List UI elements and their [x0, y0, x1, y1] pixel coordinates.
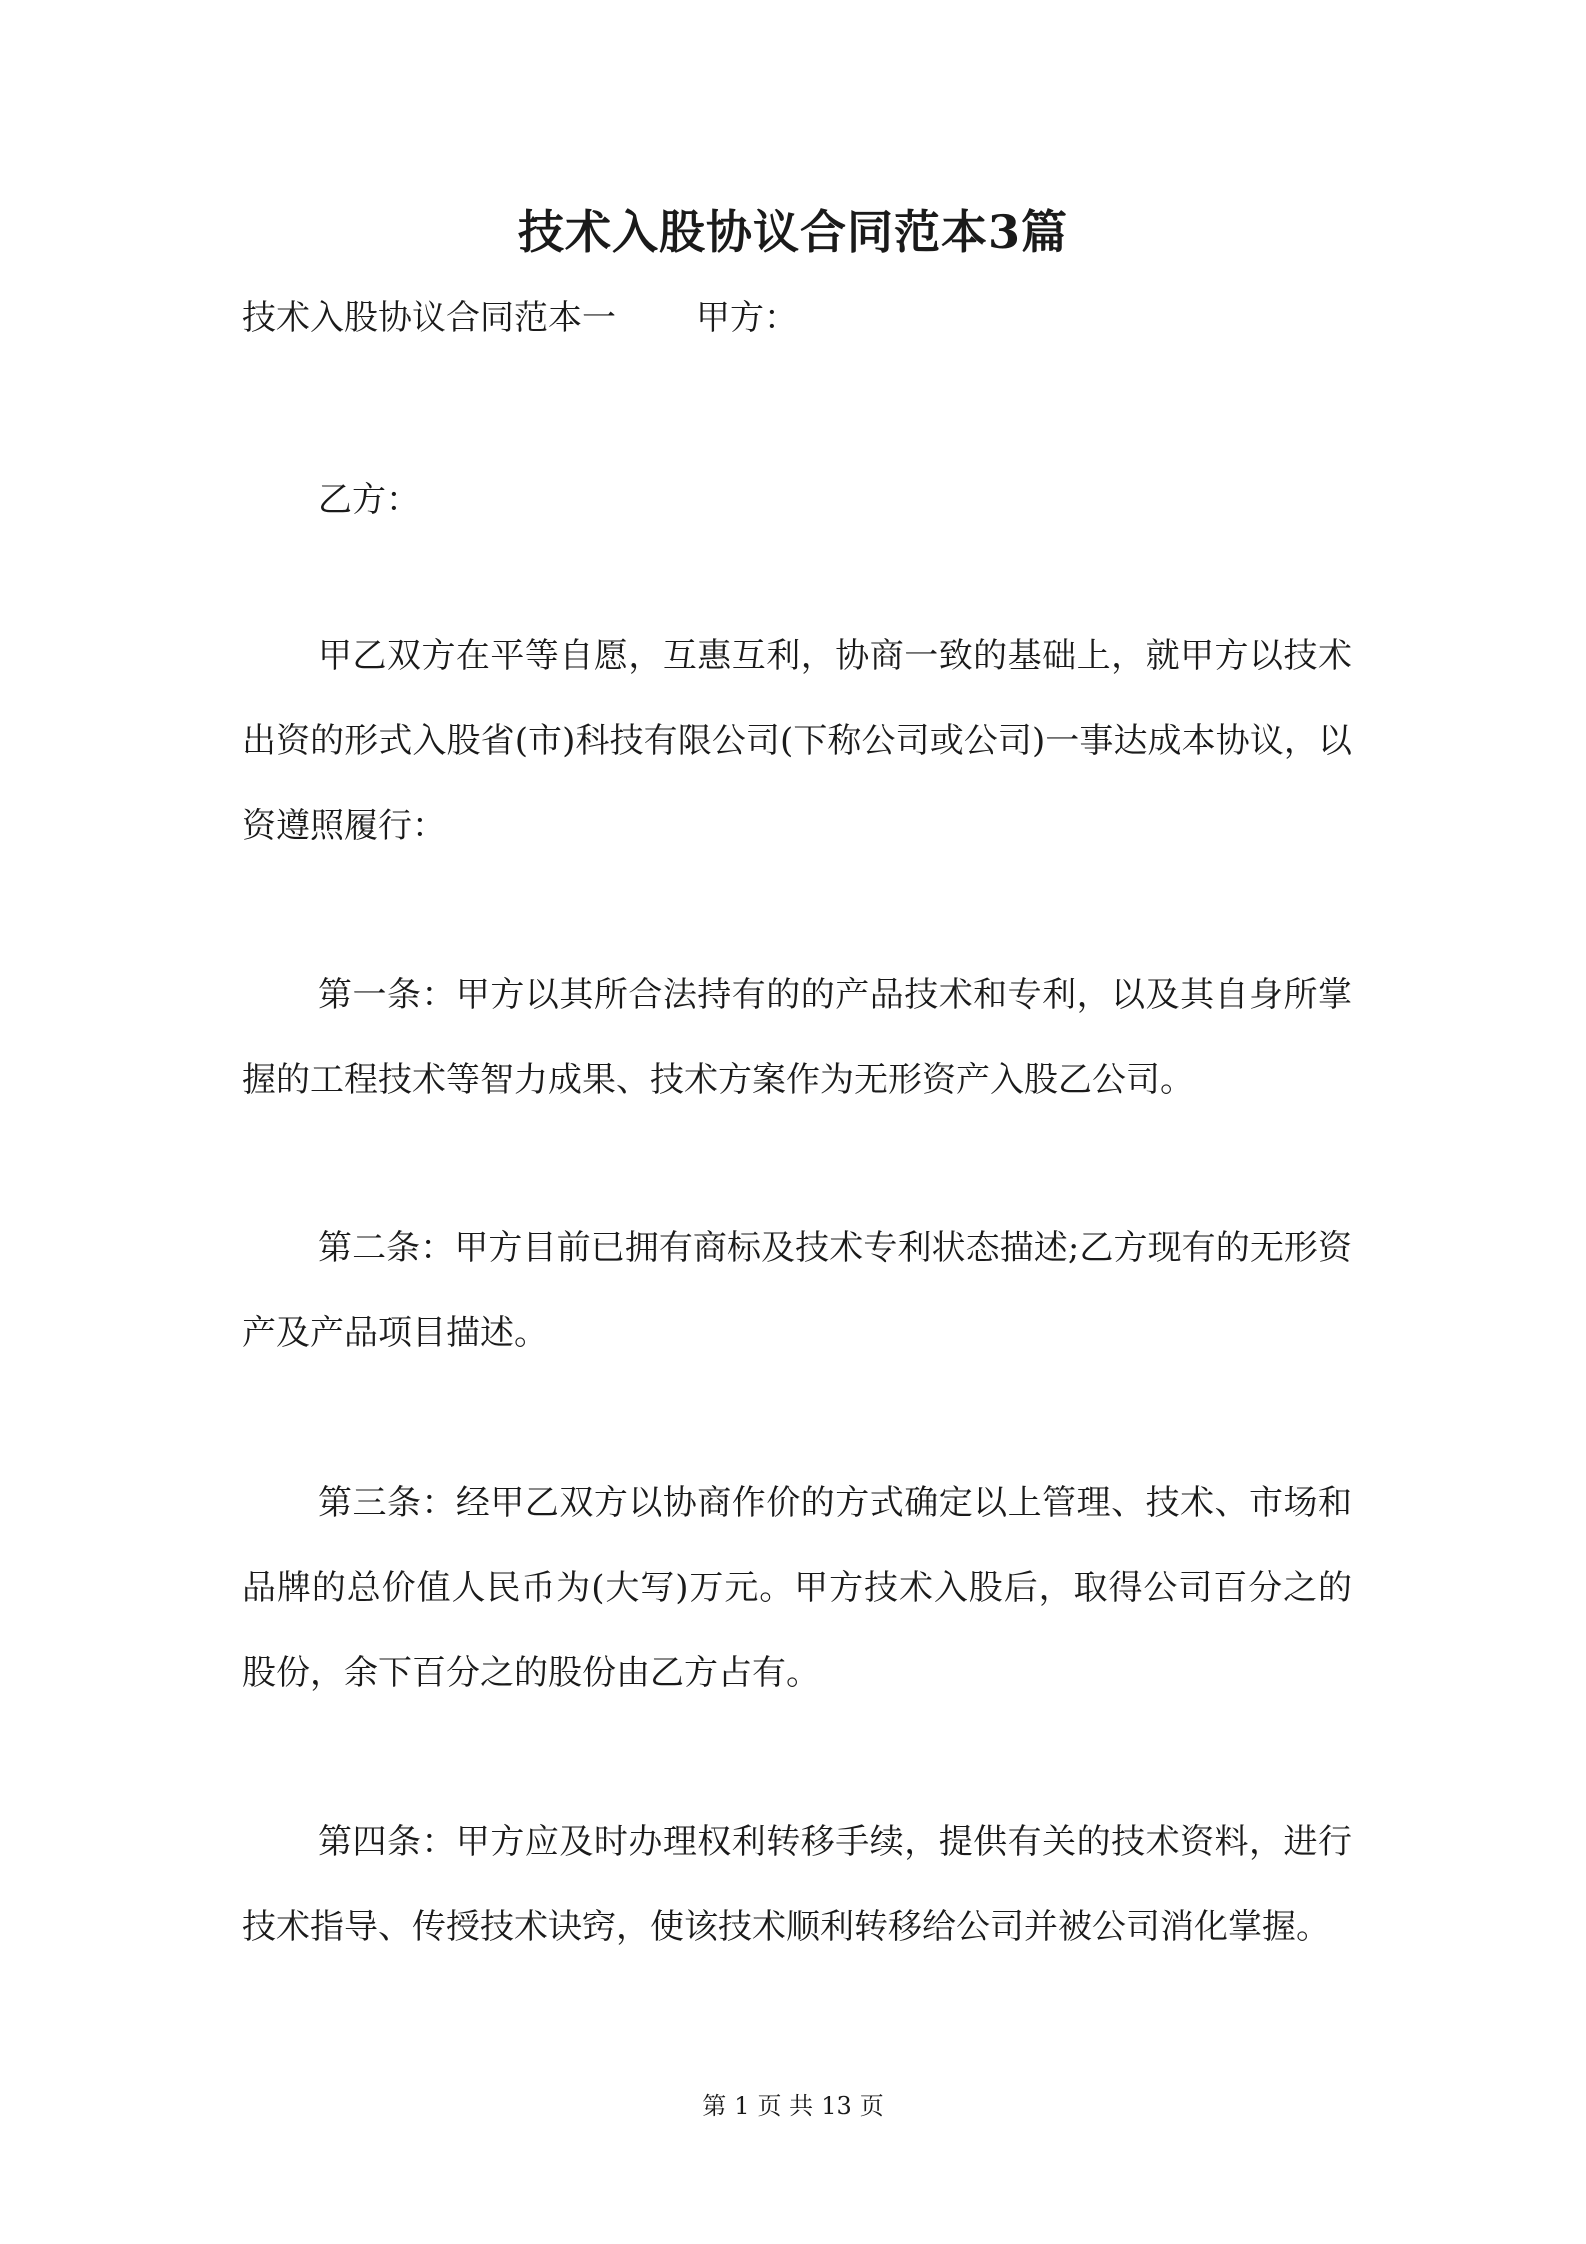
- footer-page-middle: 页 共: [757, 2092, 814, 2120]
- party-b-label: 乙方：: [318, 480, 420, 520]
- contract-subheading: 技术入股协议合同范本一: [242, 298, 616, 338]
- footer-page-prefix: 第: [702, 2092, 727, 2120]
- contract-subheading-line: [242, 290, 798, 346]
- document-title: 技术入股协议合同范本3篇: [517, 205, 1068, 259]
- footer-page-number: 1: [734, 2092, 750, 2120]
- footer-page-total: 13: [821, 2092, 852, 2120]
- article-2: 第二条：甲方目前已拥有商标及技术专利状态描述;乙方现有的无形资产及产品项目描述。: [242, 1228, 1352, 1353]
- article-3: 第三条：经甲乙双方以协商作价的方式确定以上管理、技术、市场和品牌的总价值人民币为(大写)万元。甲方技术入股后，取得公司百分之的股份，余下百分之的股份由乙方占有。: [242, 1483, 1352, 1693]
- article-1: 第一条：甲方以其所合法持有的的产品技术和专利，以及其自身所掌握的工程技术等智力成果、技术方案作为无形资产入股乙公司。: [242, 975, 1352, 1100]
- party-a-label: 甲方：: [696, 298, 798, 338]
- article-4: 第四条：甲方应及时办理权利转移手续，提供有关的技术资料，进行技术指导、传授技术诀窍，使该技术顺利转移给公司并被公司消化掌握。: [242, 1822, 1352, 1947]
- footer-page-suffix: 页: [859, 2092, 884, 2120]
- intro-paragraph: 甲乙双方在平等自愿，互惠互利，协商一致的基础上，就甲方以技术出资的形式入股省(市)科技有限公司(下称公司或公司)一事达成本协议，以资遵照履行：: [242, 636, 1352, 846]
- page-footer: [0, 2088, 1586, 2124]
